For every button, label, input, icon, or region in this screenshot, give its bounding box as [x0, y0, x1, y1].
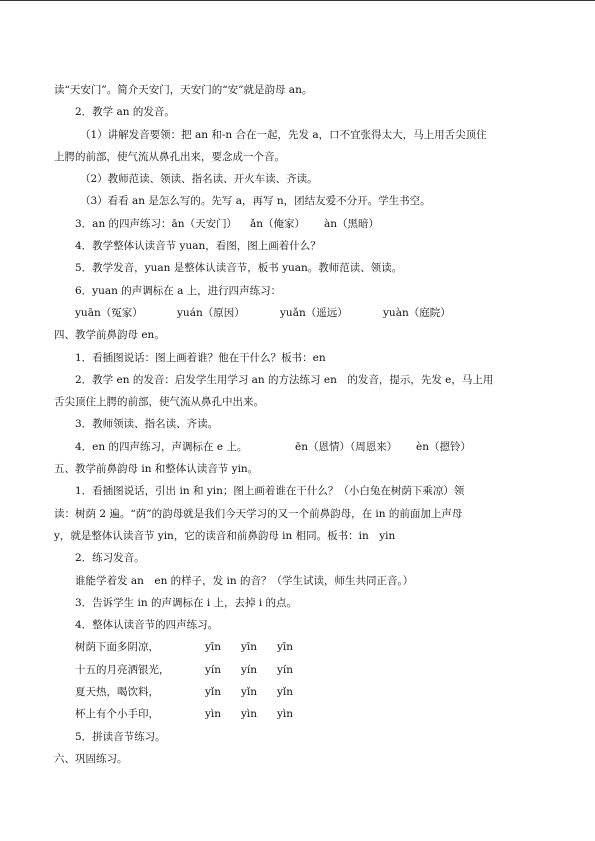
syllable: yīn	[205, 641, 222, 654]
text-line: 5．教学发音，yuan 是整体认读音节，板书 yuan。教师范读、领读。	[75, 262, 403, 275]
rhyme-text: 杯上有个小手印，	[75, 708, 159, 721]
document-body	[54, 79, 544, 770]
text-line: 2．练习发音。	[75, 552, 145, 565]
syllable: yǐn	[277, 686, 294, 699]
tone-cell: ǎn（俺家）	[250, 217, 306, 230]
text-line: 3．教师领读、指名读、齐读。	[75, 418, 219, 431]
tone-cell: yuǎn（遥远）	[280, 306, 348, 319]
syllable: yīn	[277, 641, 294, 654]
syllable: yìn	[241, 708, 258, 721]
tone-practice-yuan	[54, 302, 544, 324]
syllable: yín	[205, 663, 222, 676]
tone-cell: yuán（原因）	[177, 306, 245, 319]
section-heading: 五、教学前鼻韵母 in 和整体认读音节 yin。	[54, 463, 259, 476]
text-line: 4．整体认读音节的四声练习。	[75, 619, 219, 632]
rhyme-text: 夏天热，喝饮料，	[75, 686, 159, 699]
section-heading: 四、教学前鼻韵母 en。	[54, 329, 165, 342]
syllable: yìn	[277, 708, 294, 721]
section-heading: 六、巩固练习。	[54, 752, 128, 765]
rhyme-text: 十五的月亮洒银光，	[75, 663, 170, 676]
text-line: 谁能学着发 an en 的样子，发 in 的音？（学生试读，师生共同正音。）	[75, 574, 414, 587]
text-line: （1）讲解发音要领：把 an 和-n 合在一起，先发 a，口不宜张得太大，马上用舌尖顶住	[80, 128, 487, 141]
text-line: 3．告诉学生 in 的声调标在 i 上，去掉 i 的点。	[75, 596, 298, 609]
text-line: 5．拼读音节练习。	[75, 730, 166, 743]
text-line: 读“天安门”。简介天安门，天安门的“安”就是韵母 an。	[54, 84, 313, 96]
syllable: yìn	[205, 708, 222, 721]
text-line: 1．看插图说话：图上画着谁？他在干什么？板书：en	[75, 351, 326, 364]
syllable: yǐn	[205, 686, 222, 699]
tone-cell: yuān（冤家）	[75, 306, 143, 319]
rhyme-line	[54, 659, 544, 681]
text-line: 2．教学 en 的发音：启发学生用学习 an 的方法练习 en 的发音，提示，先发 e，马上用	[75, 373, 494, 386]
tone-cell: àn（黑暗）	[324, 217, 380, 230]
text-line: 2．教学 an 的发音。	[75, 106, 175, 119]
page-top-rule	[0, 0, 595, 1]
rhyme-line	[54, 681, 544, 703]
tone-practice-en	[54, 436, 544, 458]
rhyme-line	[54, 703, 544, 725]
text-line: 上腭的前部，使气流从鼻孔出来，要念成一个音。	[54, 150, 285, 163]
text-line: （2）教师范读、领读、指名读、开火车读、齐读。	[80, 173, 318, 186]
tone-cell: ēn（恩情）（周恩来）	[295, 440, 398, 453]
tone-cell: èn（摁铃）	[416, 440, 471, 453]
syllable: yín	[241, 663, 258, 676]
text-line: 读：树荫 2 遍。“荫”的韵母就是我们今天学习的又一个前鼻韵母，在 in 的前面加上声母	[54, 507, 463, 520]
rhyme-text: 树荫下面多阴凉，	[75, 641, 159, 654]
text-line: 1．看插图说话，引出 in 和 yin；图上画着谁在干什么？（小白兔在树荫下乘凉）领	[75, 485, 465, 498]
tone-cell: yuàn（庭院）	[383, 306, 451, 319]
syllable: yín	[277, 663, 294, 676]
text-line: y，就是整体认读音节 yin，它的读音和前鼻韵母 in 相同。板书：in yin	[54, 529, 396, 542]
tone-cell: 3．an 的四声练习：ān（天安门）	[75, 217, 238, 230]
text-line: 舌尖顶住上腭的前部，使气流从鼻孔中出来。	[54, 396, 264, 409]
text-line: 6．yuan 的声调标在 a 上，进行四声练习：	[75, 284, 282, 297]
text-line: （3）看看 an 是怎么写的。先写 a，再写 n，团结友爱不分开。学生书空。	[80, 195, 431, 208]
syllable: yīn	[241, 641, 258, 654]
tone-practice-an	[54, 213, 544, 235]
tone-cell: 4．en 的四声练习，声调标在 e 上。	[75, 440, 248, 453]
syllable: yǐn	[241, 686, 258, 699]
rhyme-line	[54, 636, 544, 658]
text-line: 4．教学整体认读音节 yuan，看图，图上画着什么？	[75, 240, 321, 253]
